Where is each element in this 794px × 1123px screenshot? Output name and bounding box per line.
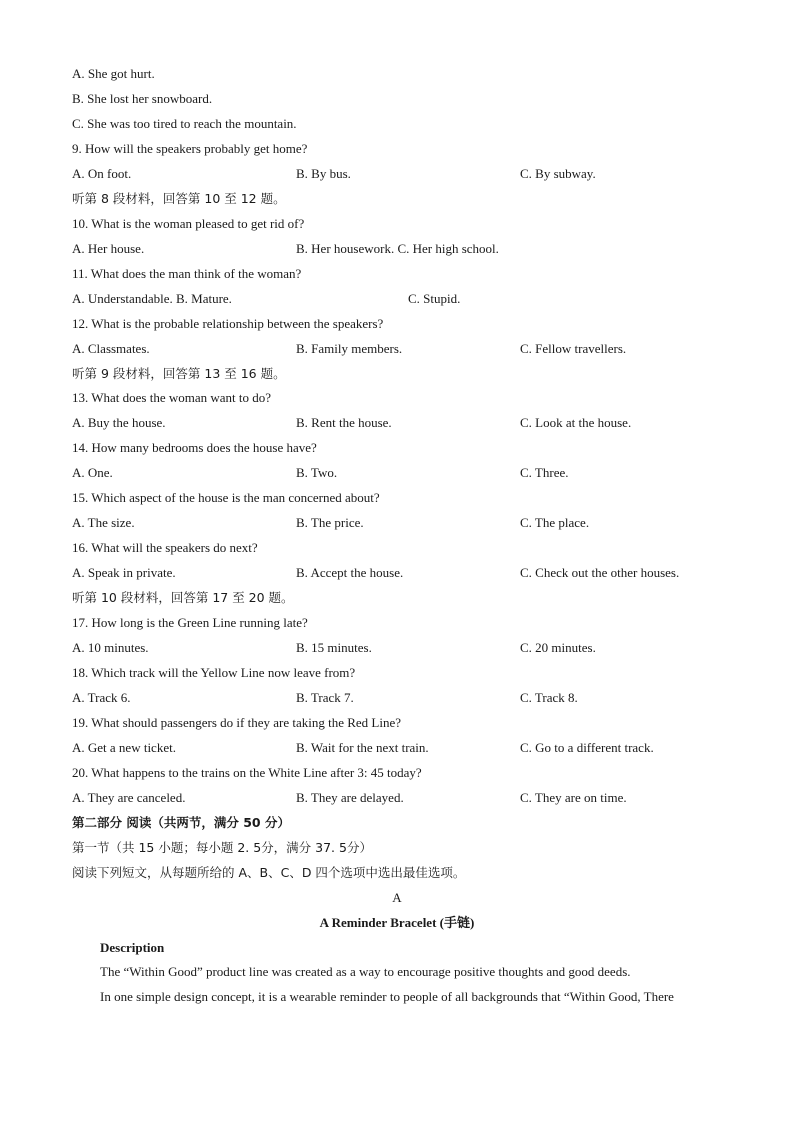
q19-question: 19. What should passengers do if they are taking the Red Line?	[72, 715, 402, 730]
q19-option-a: A. Get a new ticket.	[72, 740, 176, 755]
q17-question: 17. How long is the Green Line running late?	[72, 615, 308, 630]
q13-option-a: A. Buy the house.	[72, 415, 166, 430]
q9-option-c: C. By subway.	[520, 166, 596, 181]
q9-option-a: A. On foot.	[72, 166, 132, 181]
q14-option-c: C. Three.	[520, 465, 569, 480]
q18-option-b: B. Track 7.	[296, 690, 354, 705]
q10-question: 10. What is the woman pleased to get rid of?	[72, 216, 305, 231]
q15-option-b: B. The price.	[296, 515, 364, 530]
section1-heading: 第一节（共 15 小题；每小题 2. 5分，满分 37. 5分）	[72, 840, 372, 855]
q12-question: 12. What is the probable relationship between the speakers?	[72, 316, 384, 331]
description-heading: Description	[100, 940, 165, 955]
q18-question: 18. Which track will the Yellow Line now leave from?	[72, 665, 356, 680]
q8-option-a: A. She got hurt.	[72, 66, 155, 81]
passage-letter: A	[392, 890, 402, 905]
passage-title: A Reminder Bracelet (手链)	[319, 915, 475, 930]
q16-option-c: C. Check out the other houses.	[520, 565, 680, 580]
q20-question: 20. What happens to the trains on the White Line after 3: 45 today?	[72, 765, 422, 780]
q20-option-b: B. They are delayed.	[296, 790, 404, 805]
q12-option-a: A. Classmates.	[72, 341, 150, 356]
passage-paragraph-1: The “Within Good” product line was created as a way to encourage positive thoughts and good deeds.	[100, 964, 631, 979]
q8-option-b: B. She lost her snowboard.	[72, 91, 213, 106]
q8-option-c: C. She was too tired to reach the mountain.	[72, 116, 297, 131]
q9-question: 9. How will the speakers probably get home?	[72, 141, 308, 156]
q11-option-c: C. Stupid.	[408, 291, 461, 306]
q16-question: 16. What will the speakers do next?	[72, 540, 258, 555]
q10-option-bc: B. Her housework. C. Her high school.	[296, 241, 499, 256]
q15-option-a: A. The size.	[72, 515, 135, 530]
q17-option-b: B. 15 minutes.	[296, 640, 372, 655]
section-9-instruction: 听第 9 段材料，回答第 13 至 16 题。	[72, 366, 286, 381]
q16-option-a: A. Speak in private.	[72, 565, 176, 580]
q9-option-b: B. By bus.	[296, 166, 351, 181]
q15-option-c: C. The place.	[520, 515, 590, 530]
q12-option-b: B. Family members.	[296, 341, 403, 356]
section-8-instruction: 听第 8 段材料，回答第 10 至 12 题。	[72, 191, 286, 206]
q13-question: 13. What does the woman want to do?	[72, 390, 272, 405]
reading-instruction: 阅读下列短文，从每题所给的 A、B、C、D 四个选项中选出最佳选项。	[72, 865, 466, 880]
q18-option-c: C. Track 8.	[520, 690, 578, 705]
q13-option-b: B. Rent the house.	[296, 415, 392, 430]
q11-option-ab: A. Understandable. B. Mature.	[72, 291, 232, 306]
q14-option-b: B. Two.	[296, 465, 338, 480]
q12-option-c: C. Fellow travellers.	[520, 341, 627, 356]
q19-option-b: B. Wait for the next train.	[296, 740, 429, 755]
q16-option-b: B. Accept the house.	[296, 565, 404, 580]
q10-option-a: A. Her house.	[72, 241, 145, 256]
q17-option-a: A. 10 minutes.	[72, 640, 149, 655]
passage-paragraph-2: In one simple design concept, it is a wearable reminder to people of all backgrounds that “Within Good, There	[100, 989, 674, 1004]
q17-option-c: C. 20 minutes.	[520, 640, 596, 655]
q15-question: 15. Which aspect of the house is the man concerned about?	[72, 490, 380, 505]
q13-option-c: C. Look at the house.	[520, 415, 632, 430]
q20-option-a: A. They are canceled.	[72, 790, 186, 805]
q19-option-c: C. Go to a different track.	[520, 740, 654, 755]
q14-option-a: A. One.	[72, 465, 113, 480]
q18-option-a: A. Track 6.	[72, 690, 131, 705]
part2-heading: 第二部分 阅读（共两节，满分 50 分）	[72, 815, 290, 830]
q11-question: 11. What does the man think of the woman?	[72, 266, 302, 281]
q20-option-c: C. They are on time.	[520, 790, 627, 805]
q14-question: 14. How many bedrooms does the house have?	[72, 440, 317, 455]
section-10-instruction: 听第 10 段材料，回答第 17 至 20 题。	[72, 590, 294, 605]
